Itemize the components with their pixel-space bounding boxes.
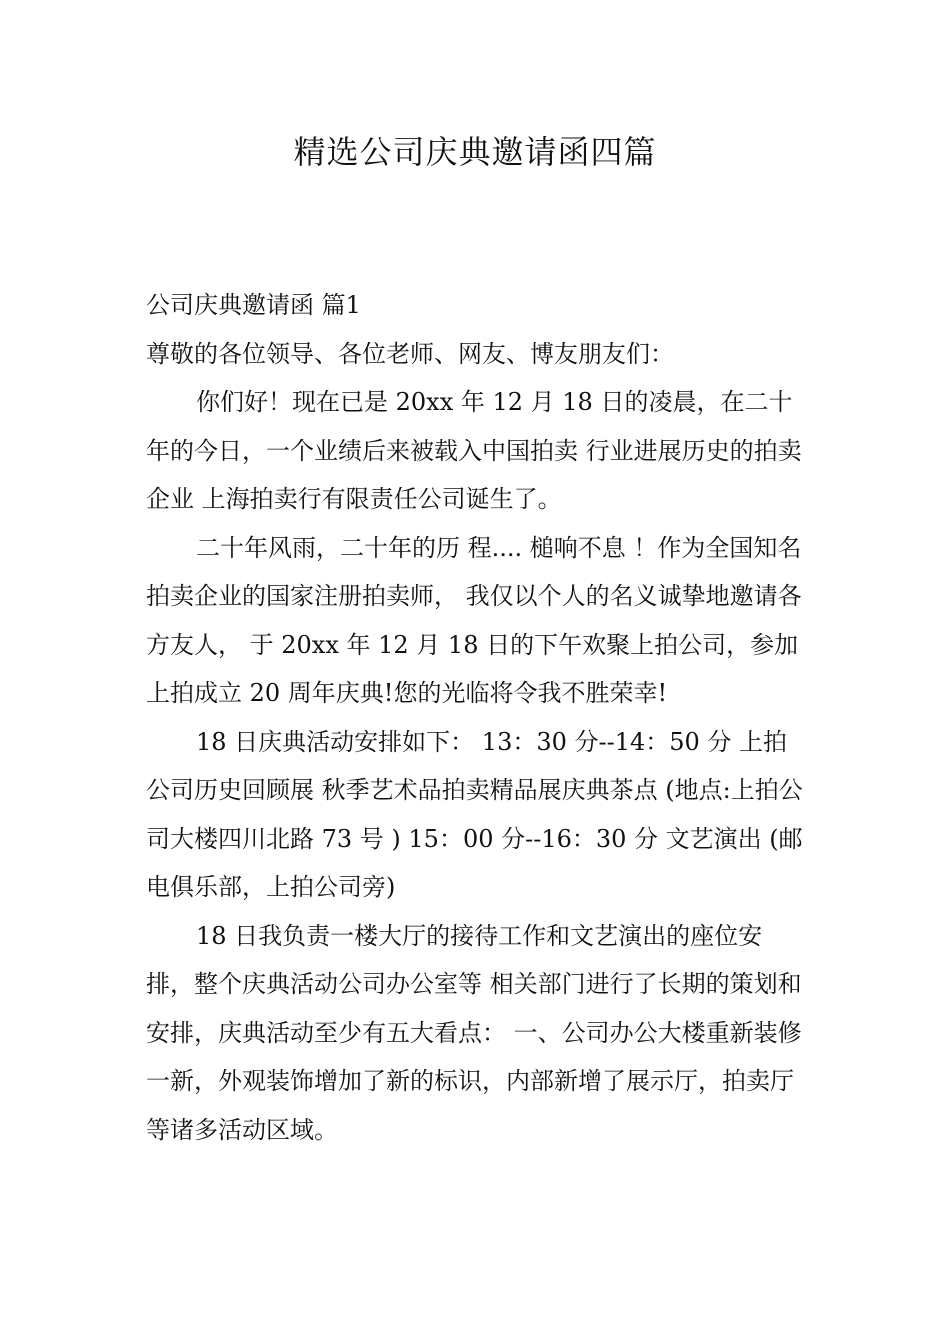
paragraph-schedule: 18 日庆典活动安排如下： 13：30 分--14：50 分 上拍公司历史回顾展 秋季艺术品拍卖精品展庆典茶点 (地点:上拍公司大楼四川北路 73 号 ) 15：00 分--16：30 分 文艺演出 (邮电俱乐部，上拍公司旁) — [146, 727, 803, 901]
section-heading: 公司庆典邀请函 篇1 — [146, 291, 361, 319]
document-body — [146, 281, 810, 1154]
paragraph-greeting: 你们好！现在已是 20xx 年 12 月 18 日的凌晨，在二十年的今日，一个业绩后来被载入中国拍卖 行业进展历史的拍卖企业 上海拍卖行有限责任公司诞生了。 — [146, 388, 802, 513]
salutation: 尊敬的各位领导、各位老师、网友、博友朋友们： — [146, 339, 674, 368]
document-title: 精选公司庆典邀请函四篇 — [293, 133, 657, 171]
paragraph-highlights: 18 日我负责一楼大厅的接待工作和文艺演出的座位安排，整个庆典活动公司办公室等 相关部门进行了长期的策划和安排，庆典活动至少有五大看点： 一、公司办公大楼重新装修一新，外观装饰增加了新的标识，内部新增了展示厅，拍卖厅等诸多活动区域。 — [146, 921, 802, 1144]
paragraph-invitation: 二十年风雨，二十年的历 程.... 槌响不息 ！作为全国知名拍卖企业的国家注册拍卖师， 我仅以个人的名义诚挚地邀请各方友人， 于 20xx 年 12 月 18 日的下午欢聚上拍公司，参加上拍成立 20 周年庆典!您的光临将令我不胜荣幸! — [146, 533, 802, 707]
